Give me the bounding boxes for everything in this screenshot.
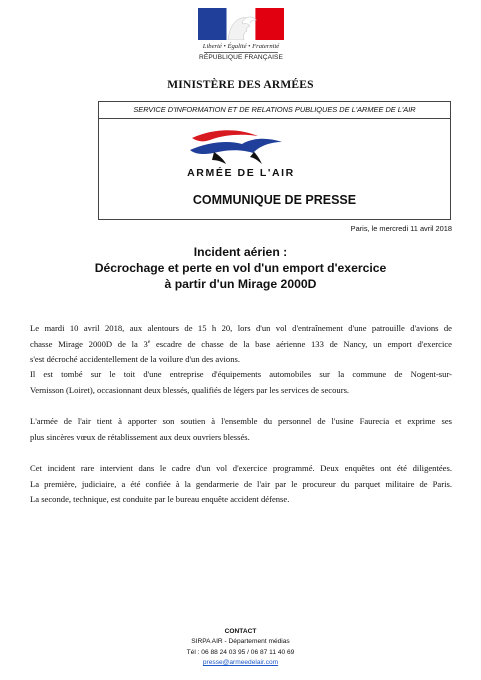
service-line: SERVICE D'INFORMATION ET DE RELATIONS PUBLIQUES DE L'ARMEE DE L'AIR (133, 105, 416, 114)
p1-superscript: e (147, 338, 151, 345)
headline-line-1: Incident aérien : (193, 245, 288, 259)
contact-org: SIRPA AIR - Département médias (191, 638, 290, 646)
paragraph-3-line-1: L'armée de l'air tient à apporter son soutien à l'ensemble du personnel de l'usine Faurecia et exprime ses (30, 416, 452, 426)
republique-francaise-logo (196, 8, 286, 66)
paragraph-1-line-3: s'est décroché accidentellement de la voilure d'un des avions. (30, 354, 240, 365)
paragraph-4-line-2: La première, judiciaire, a été confiée à la gendarmerie de l'air par le procureur du parquet militaire de Paris. (30, 478, 452, 489)
rf-divider (204, 52, 278, 53)
contact-block (0, 627, 481, 669)
p1-line-2-part-b: escadre de chasse de la base aérienne 133 de Nancy, un emport d'exercice (150, 338, 452, 349)
ministry-title: MINISTÈRE DES ARMÉES (167, 79, 314, 91)
rf-motto: Liberté • Égalité • Fraternité (202, 43, 280, 50)
dateline: Paris, le mercredi 11 avril 2018 (350, 224, 452, 233)
headline-line-2: Décrochage et perte en vol d'un emport d'exercice (94, 261, 387, 275)
headline-line-3: à partir d'un Mirage 2000D (164, 277, 317, 291)
paragraph-3 (30, 414, 452, 445)
paragraph-3-line-2: plus sincères vœux de rétablissement aux deux ouvriers blessés. (30, 431, 250, 442)
paragraph-1-line-2 (30, 337, 452, 353)
paragraph-4 (30, 461, 452, 508)
headline (0, 244, 481, 292)
armee-de-l-air-wordmark: ARMÉE DE L'AIR (187, 167, 295, 179)
paragraph-4-line-1: Cet incident rare intervient dans le cadre d'un vol d'exercice programmé. Deux enquêtes ont été diligentées. (30, 463, 452, 473)
contact-title: CONTACT (224, 628, 257, 635)
flag-red-band (255, 8, 284, 40)
flag-blue-band (198, 8, 227, 40)
paragraph-2-line-2: Vernisson (Loiret), occasionnant deux blessés, qualifiés de légers par les services de secours. (30, 384, 350, 395)
paragraph-4-line-3: La seconde, technique, est conduite par le bureau enquête accident défense. (30, 494, 290, 505)
paragraph-1 (30, 321, 452, 368)
aa-black-right (250, 152, 262, 164)
contact-email-link[interactable]: presse@armeedelair.com (202, 659, 279, 667)
aa-black-left (212, 152, 226, 164)
paragraph-2 (30, 367, 452, 398)
paragraph-2-line-1: Il est tombé sur le toit d'une entreprise d'équipements automobiles sur la commune de Nogent-sur- (30, 369, 452, 379)
service-divider (98, 118, 451, 119)
contact-phone: Tél : 06 88 24 03 95 / 06 87 11 40 69 (186, 648, 295, 656)
marianne-flag-icon (198, 8, 284, 40)
p1-line-2-part-a: chasse Mirage 2000D de la 3 (30, 338, 148, 349)
press-release-title: COMMUNIQUE DE PRESSE (192, 193, 357, 207)
paragraph-1-line-1: Le mardi 10 avril 2018, aux alentours de 15 h 20, lors d'un vol d'entraînement d'une patrouille d'avions de (30, 323, 452, 333)
aa-red-wing (192, 130, 258, 141)
rf-name: RÉPUBLIQUE FRANÇAISE (198, 54, 284, 61)
